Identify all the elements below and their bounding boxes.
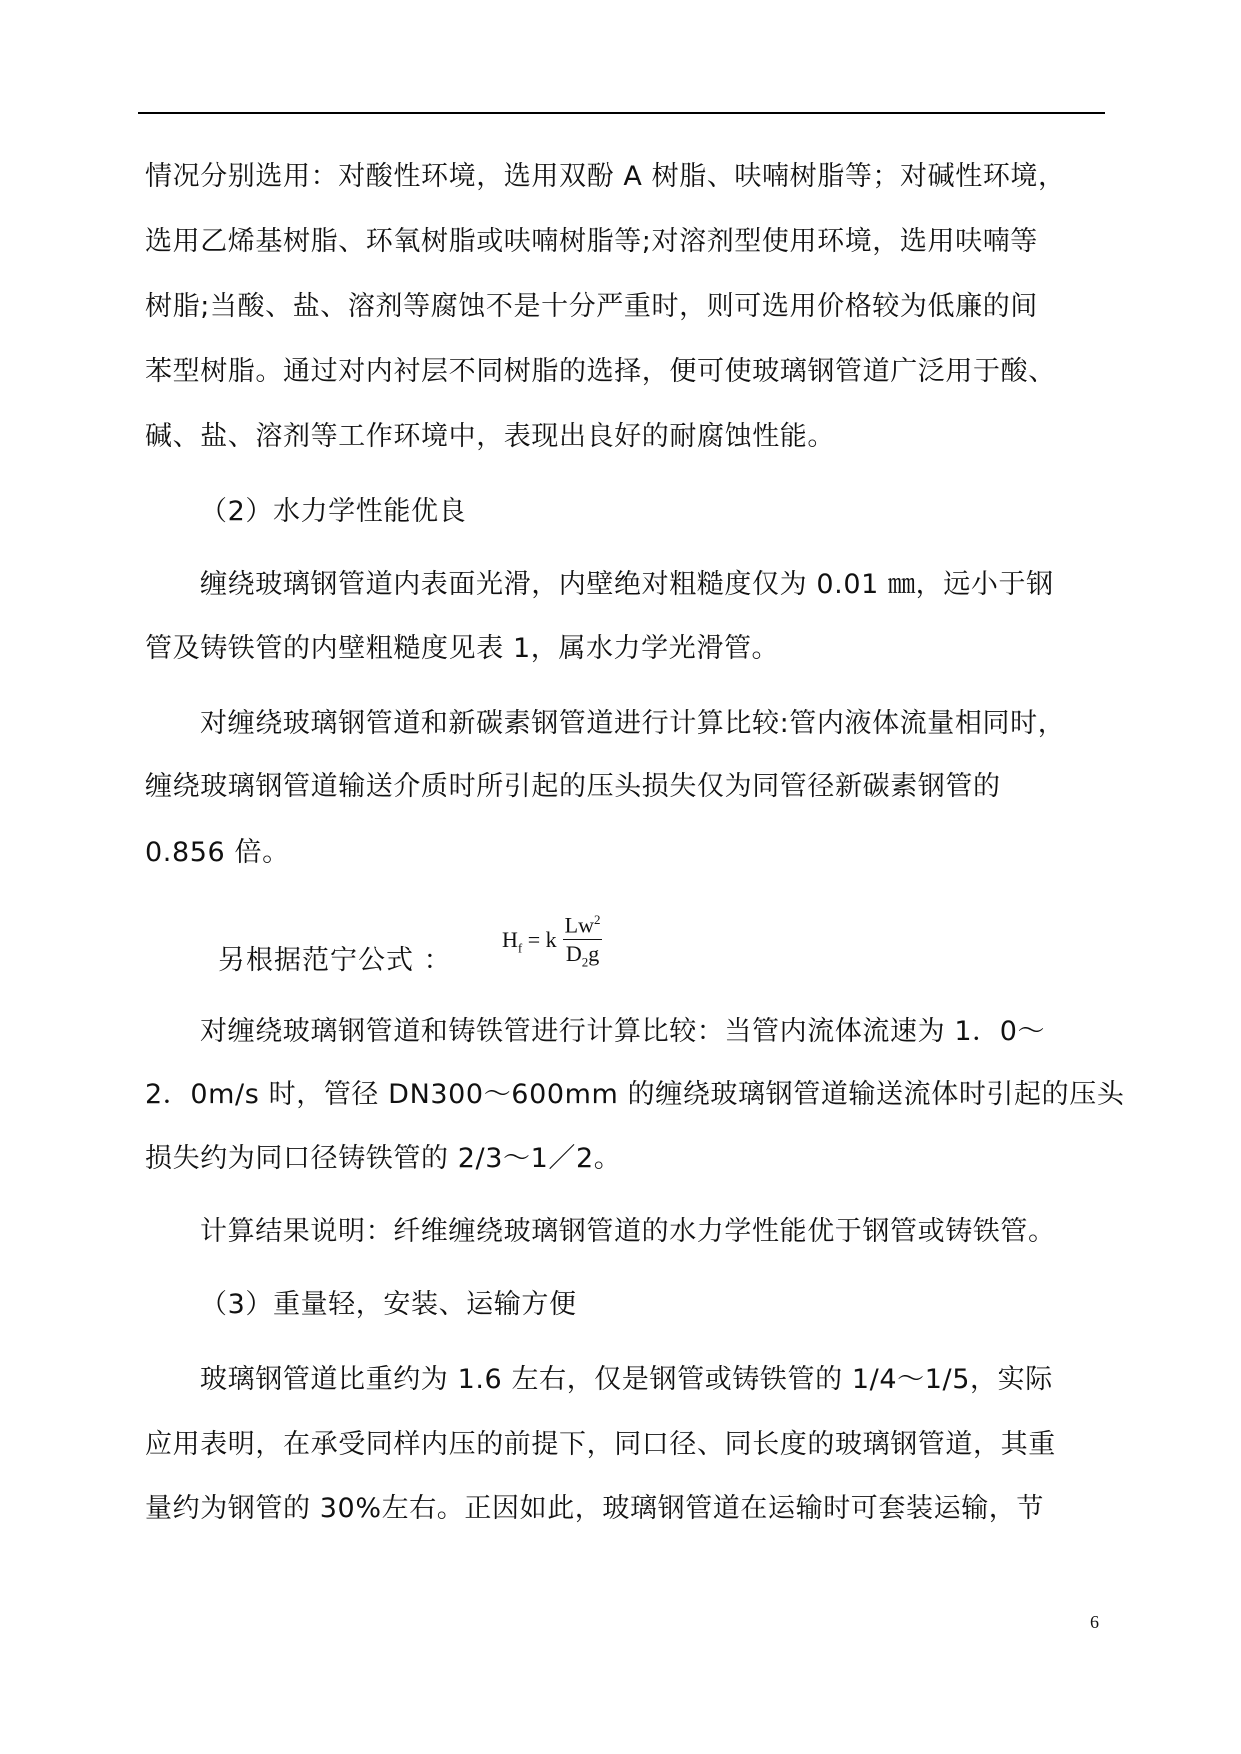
body-line: 管及铸铁管的内壁粗糙度见表 1，属水力学光滑管。 xyxy=(145,633,780,664)
body-line: 应用表明，在承受同样内压的前提下，同口径、同长度的玻璃钢管道，其重 xyxy=(145,1429,1056,1460)
body-line: 0.856 倍。 xyxy=(145,837,290,868)
header-rule xyxy=(138,112,1105,114)
body-line: 苯型树脂。通过对内衬层不同树脂的选择，便可使玻璃钢管道广泛用于酸、 xyxy=(145,356,1056,387)
body-line: 情况分别选用：对酸性环境，选用双酚 A 树脂、呋喃树脂等；对碱性环境， xyxy=(145,161,1066,192)
body-line: 树脂;当酸、盐、溶剂等腐蚀不是十分严重时，则可选用价格较为低廉的间 xyxy=(145,291,1038,322)
body-line: 缠绕玻璃钢管道内表面光滑，内壁绝对粗糙度仅为 0.01 ㎜，远小于钢 xyxy=(200,569,1054,600)
body-line: 缠绕玻璃钢管道输送介质时所引起的压头损失仅为同管径新碳素钢管的 xyxy=(145,771,1001,802)
body-line: 选用乙烯基树脂、环氧树脂或呋喃树脂等;对溶剂型使用环境，选用呋喃等 xyxy=(145,226,1038,257)
body-line: 2．0m/s 时，管径 DN300～600mm 的缠绕玻璃钢管道输送流体时引起的压头 xyxy=(145,1079,1125,1110)
body-line: 计算结果说明：纤维缠绕玻璃钢管道的水力学性能优于钢管或铸铁管。 xyxy=(200,1216,1056,1247)
formula-denominator: $D_2g$ xyxy=(565,941,600,970)
body-line: 对缠绕玻璃钢管道和新碳素钢管道进行计算比较:管内液体流量相同时， xyxy=(200,708,1066,739)
formula-fraction xyxy=(563,912,603,971)
body-line: 碱、盐、溶剂等工作环境中，表现出良好的耐腐蚀性能。 xyxy=(145,421,835,452)
formula-lhs: $H_f = k$ xyxy=(502,926,557,956)
formula-numerator: Lw$^2$ xyxy=(563,912,603,940)
body-line: 量约为钢管的 30%左右。正因如此，玻璃钢管道在运输时可套装运输，节 xyxy=(145,1493,1044,1524)
body-line: 损失约为同口径铸铁管的 2/3～1／2。 xyxy=(145,1143,622,1174)
page-number: 6 xyxy=(1090,1612,1099,1632)
body-line: 对缠绕玻璃钢管道和铸铁管进行计算比较：当管内流体流速为 1．0～ xyxy=(200,1016,1046,1047)
body-line: 玻璃钢管道比重约为 1.6 左右，仅是钢管或铸铁管的 1/4～1/5，实际 xyxy=(200,1364,1053,1395)
section-heading: （2）水力学性能优良 xyxy=(200,496,467,527)
fanning-formula xyxy=(502,912,602,971)
section-heading: （3）重量轻，安装、运输方便 xyxy=(200,1289,577,1320)
formula-label: 另根据范宁公式 ： xyxy=(218,945,452,976)
